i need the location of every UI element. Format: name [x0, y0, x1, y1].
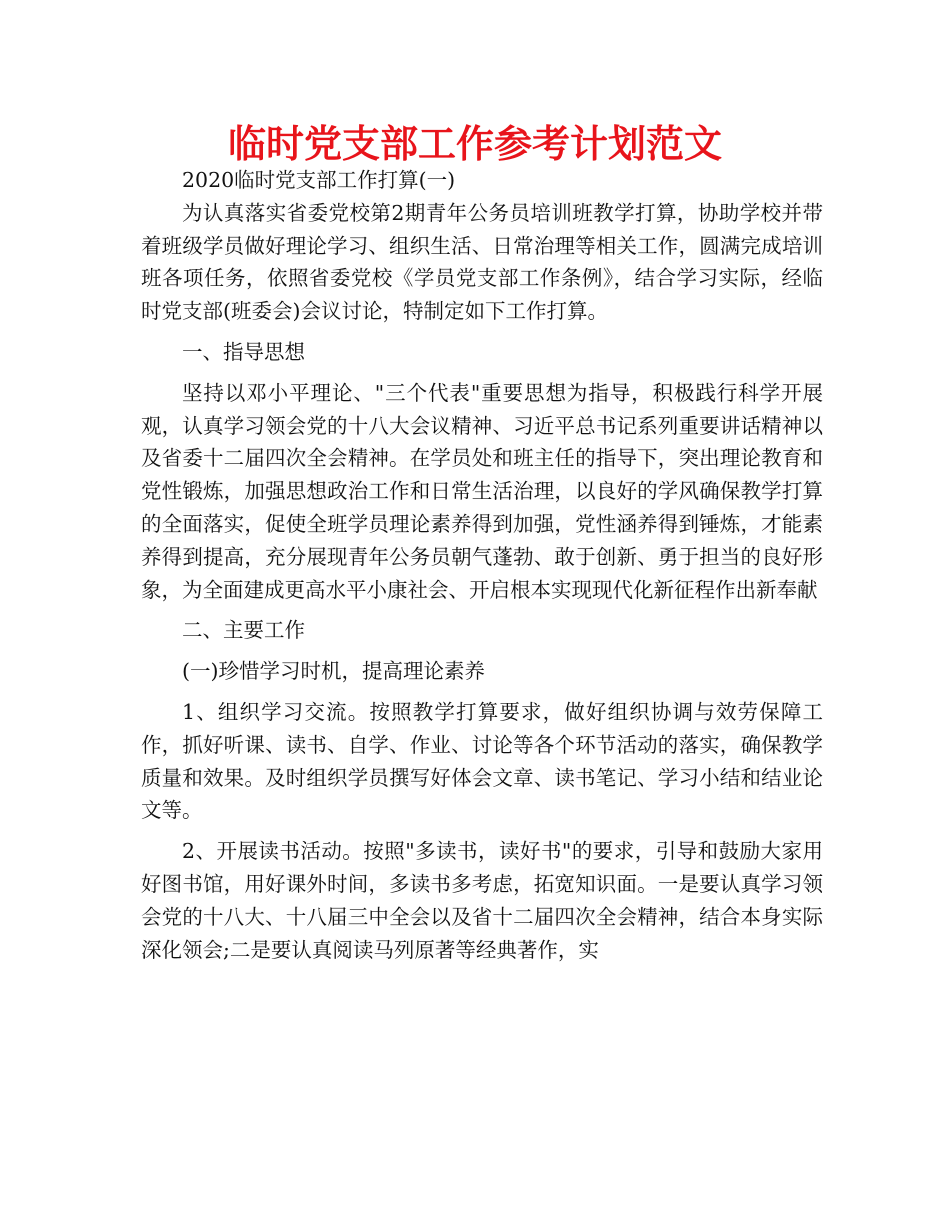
section-heading-guiding-thought: 一、指导思想 [182, 339, 305, 364]
paragraph-item-2: 2、开展读书活动。按照"多读书，读好书"的要求，引导和鼓励大家用好图书馆，用好课外时间，多读书多考虑，拓宽知识面。一是要认真学习领会党的十八大、十八届三中全会以及省十二届四次全会精神，结合本身实际深化领会;二是要认真阅读马列原著等经典著作，实 [141, 839, 823, 962]
paragraph-item-1: 1、组织学习交流。按照教学打算要求，做好组织协调与效劳保障工作，抓好听课、读书、自学、作业、讨论等各个环节活动的落实，确保教学质量和效果。及时组织学员撰写好体会文章、读书笔记、学习小结和结业论文等。 [141, 699, 823, 823]
paragraph-subtitle: 2020临时党支部工作打算(一) [182, 168, 456, 192]
paragraph-guiding-thought: 坚持以邓小平理论、"三个代表"重要思想为指导，积极践行科学开展观，认真学习领会党的十八大会议精神、习近平总书记系列重要讲话精神以及省委十二届四次全会精神。在学员处和班主任的指导下，突出理论教育和党性锻炼，加强思想政治工作和日常生活治理，以良好的学风确保教学打算的全面落实，促使全班学员理论素养得到加强，党性涵养得到锤炼，才能素养得到提高，充分展现青年公务员朝气蓬勃、敢于创新、勇于担当的良好形象，为全面建成更高水平小康社会、开启根本实现现代化新征程作出新奉献 [141, 380, 823, 602]
section-heading-main-work: 二、主要工作 [182, 618, 305, 643]
paragraph-intro: 为认真落实省委党校第2期青年公务员培训班教学打算，协助学校并带着班级学员做好理论学习、组织生活、日常治理等相关工作，圆满完成培训班各项任务，依照省委党校《学员党支部工作条例》，结合学习实际，经临时党支部(班委会)会议讨论，特制定如下工作打算。 [141, 200, 823, 324]
subsection-heading-study: (一)珍惜学习时机，提高理论素养 [182, 659, 485, 684]
document-body [141, 164, 823, 966]
document-title: 临时党支部工作参考计划范文 [227, 122, 722, 166]
